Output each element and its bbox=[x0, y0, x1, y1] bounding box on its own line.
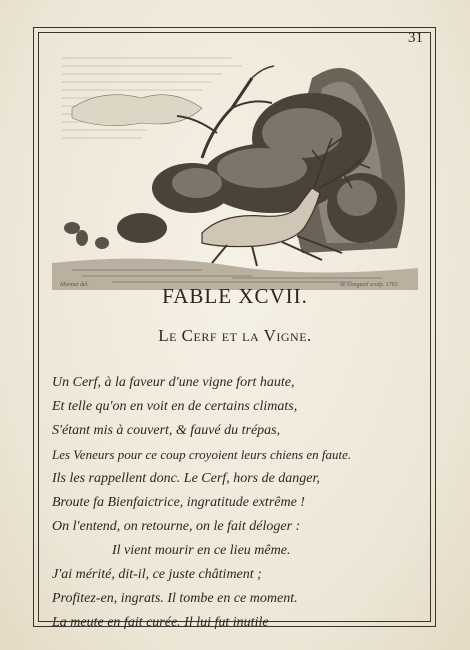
verse-line: Il vient mourir en ce lieu même. bbox=[112, 543, 291, 558]
verse-line: Broute fa Bienfaictrice, ingratitude extrême ! bbox=[52, 495, 305, 510]
fable-title: FABLE XCVII. bbox=[162, 284, 308, 308]
verse-line: Les Veneurs pour ce coup croyoient leurs chiens en faute. bbox=[52, 447, 352, 462]
verse-line: Un Cerf, à la faveur d'une vigne fort haute, bbox=[52, 375, 295, 390]
artist-credit: Monnet del. bbox=[60, 282, 89, 288]
verse-line: La meute en fait curée. Il lui fut inutile bbox=[52, 615, 269, 630]
verse-line: On l'entend, on retourne, on le fait déloger : bbox=[52, 519, 301, 534]
verse-line: Et telle qu'on en voit en de certains climats, bbox=[52, 399, 298, 414]
verse-line: Ils les rappellent donc. Le Cerf, hors de danger, bbox=[52, 471, 320, 486]
stag-and-vine-engraving bbox=[52, 38, 418, 290]
page-number: 31 bbox=[408, 30, 423, 46]
engraver-credit: de Longueil sculp. 1765 bbox=[340, 282, 398, 288]
verse-line: Profitez-en, ingrats. Il tombe en ce moment. bbox=[52, 591, 298, 606]
verse-line: J'ai mérité, dit-il, ce juste châtiment ; bbox=[52, 567, 262, 582]
fable-subtitle: Le Cerf et la Vigne. bbox=[158, 326, 312, 345]
verse-line: S'étant mis à couvert, & fauvé du trépas, bbox=[52, 423, 281, 438]
